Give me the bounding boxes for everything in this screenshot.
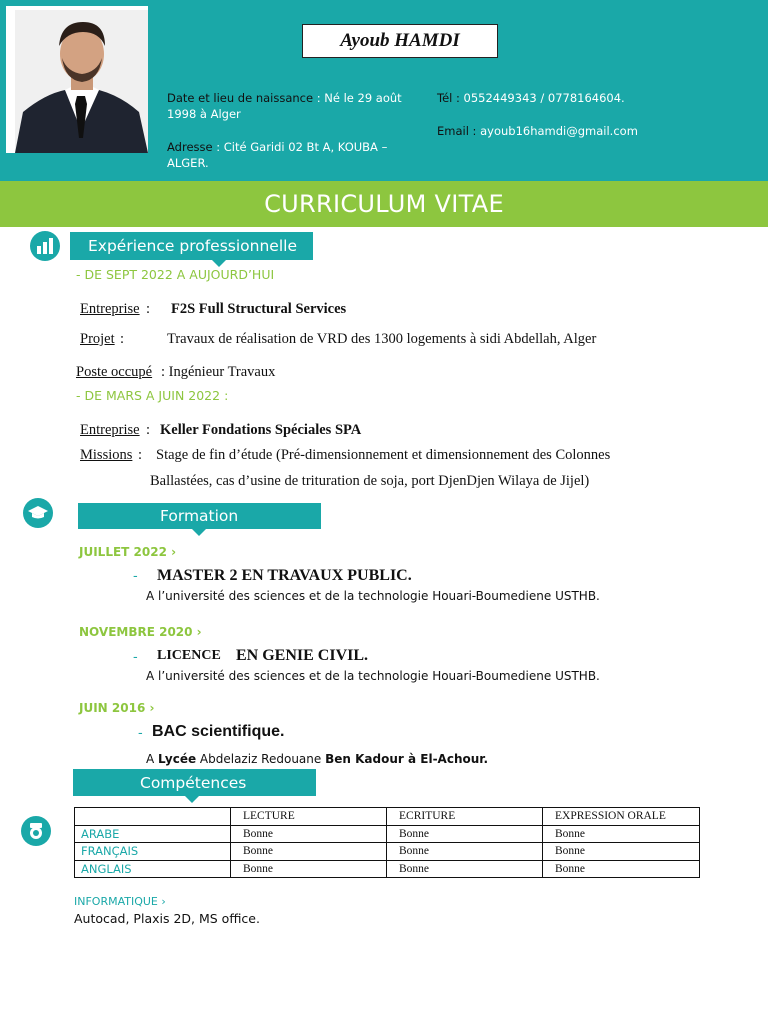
section-header-formation xyxy=(78,503,321,529)
section-title-formation: Formation xyxy=(160,507,239,525)
formation-1-date: JUILLET 2022 › xyxy=(79,545,177,559)
job2-missions-sep: : xyxy=(138,447,143,463)
language-name: ANGLAIS xyxy=(75,860,231,878)
header-notch xyxy=(212,260,226,267)
email-label: Email : xyxy=(437,124,477,138)
full-name: Ayoub HAMDI xyxy=(340,30,460,51)
job2-missions-line2: Ballastées, cas d’usine de trituration de soja, port DjenDjen Wilaya de Jijel) xyxy=(150,473,590,489)
formation-3-date: JUIN 2016 › xyxy=(79,701,155,715)
formation-3-school-b: Lycée xyxy=(158,752,197,766)
table-cell: Bonne xyxy=(543,843,700,861)
job1-period: - DE SEPT 2022 A AUJOURD’HUI xyxy=(76,267,275,282)
job1-company: F2S Full Structural Services xyxy=(171,301,347,317)
formation-1-degree: MASTER 2 EN TRAVAUX PUBLIC. xyxy=(157,567,412,584)
table-cell: Bonne xyxy=(387,860,543,878)
formation-2-degree-b: EN GENIE CIVIL. xyxy=(236,647,369,664)
table-header-cell xyxy=(75,808,231,826)
header-notch xyxy=(185,796,199,803)
formation-3-school xyxy=(146,752,488,766)
profile-photo-frame xyxy=(6,6,148,153)
section-header-experience xyxy=(70,232,313,260)
section-header-skills xyxy=(73,769,316,796)
formation-3-dash: - xyxy=(138,726,143,741)
table-header-cell: LECTURE xyxy=(231,808,387,826)
formation-3-school-a: A xyxy=(146,752,155,766)
table-row xyxy=(75,825,700,843)
job1-project-label: Projet xyxy=(80,331,115,347)
phone-info xyxy=(437,90,757,106)
language-name: FRANÇAIS xyxy=(75,843,231,861)
job2-missions-label: Missions xyxy=(80,447,133,463)
bar-chart-icon xyxy=(30,231,60,261)
table-cell: Bonne xyxy=(387,843,543,861)
job2-company-label: Entreprise xyxy=(80,422,140,438)
birth-info xyxy=(167,90,417,122)
table-cell: Bonne xyxy=(231,843,387,861)
formation-1-school: A l’université des sciences et de la technologie Houari-Boumediene USTHB. xyxy=(146,589,600,603)
table-cell: Bonne xyxy=(231,860,387,878)
table-cell: Bonne xyxy=(387,825,543,843)
job2-missions-line1: Stage de fin d’étude (Pré-dimensionnement et dimensionnement des Colonnes xyxy=(156,447,611,463)
formation-3-degree: BAC scientifique. xyxy=(152,723,285,740)
formation-3-school-c: Abdelaziz Redouane xyxy=(199,752,322,766)
award-icon xyxy=(21,816,51,846)
it-label: INFORMATIQUE › xyxy=(74,895,166,908)
email-info xyxy=(437,123,757,139)
formation-2-school: A l’université des sciences et de la technologie Houari-Boumediene USTHB. xyxy=(146,669,600,683)
header-banner xyxy=(0,0,768,181)
formation-2-degree-a: LICENCE xyxy=(157,648,221,663)
graduation-cap-icon xyxy=(23,498,53,528)
email-value: ayoub16hamdi@gmail.com xyxy=(480,124,638,138)
table-row xyxy=(75,843,700,861)
address-label: Adresse xyxy=(167,140,213,154)
language-table xyxy=(74,807,700,878)
job2-company-sep: : xyxy=(146,422,151,438)
address-value-2: ALGER. xyxy=(167,156,209,170)
page-title: CURRICULUM VITAE xyxy=(264,190,504,218)
formation-1-dash: - xyxy=(133,569,138,584)
profile-photo xyxy=(15,10,148,153)
language-name: ARABE xyxy=(75,825,231,843)
job1-project: Travaux de réalisation de VRD des 1300 logements à sidi Abdellah, Alger xyxy=(167,331,597,347)
job1-company-sep: : xyxy=(146,301,151,317)
section-title-experience: Expérience professionnelle xyxy=(88,237,297,255)
birth-label: Date et lieu de naissance xyxy=(167,91,314,105)
formation-2-dash: - xyxy=(133,650,138,665)
table-header-cell: EXPRESSION ORALE xyxy=(543,808,700,826)
name-box xyxy=(302,24,498,58)
job1-position-label: Poste occupé xyxy=(76,364,153,380)
table-cell: Bonne xyxy=(231,825,387,843)
section-title-skills: Compétences xyxy=(140,773,247,792)
phone-value: 0552449343 / 0778164604. xyxy=(463,91,625,105)
formation-2-date: NOVEMBRE 2020 › xyxy=(79,625,202,639)
header-notch xyxy=(192,529,206,536)
address-info xyxy=(167,139,417,171)
job2-period: - DE MARS A JUIN 2022 : xyxy=(76,388,229,403)
birth-value-2: 1998 à Alger xyxy=(167,107,241,121)
title-band xyxy=(0,181,768,227)
it-value: Autocad, Plaxis 2D, MS office. xyxy=(74,911,260,926)
phone-label: Tél : xyxy=(437,91,460,105)
address-value: : Cité Garidi 02 Bt A, KOUBA – xyxy=(216,140,388,154)
table-header-cell: ECRITURE xyxy=(387,808,543,826)
job1-project-sep: : xyxy=(120,331,125,347)
table-cell: Bonne xyxy=(543,860,700,878)
table-cell: Bonne xyxy=(543,825,700,843)
formation-3-school-d: Ben Kadour à El-Achour. xyxy=(325,752,489,766)
birth-value: : Né le 29 août xyxy=(316,91,402,105)
job1-position: : Ingénieur Travaux xyxy=(161,364,276,380)
table-row xyxy=(75,860,700,878)
job2-company: Keller Fondations Spéciales SPA xyxy=(160,422,362,438)
table-header-row xyxy=(75,808,700,826)
job1-company-label: Entreprise xyxy=(80,301,140,317)
